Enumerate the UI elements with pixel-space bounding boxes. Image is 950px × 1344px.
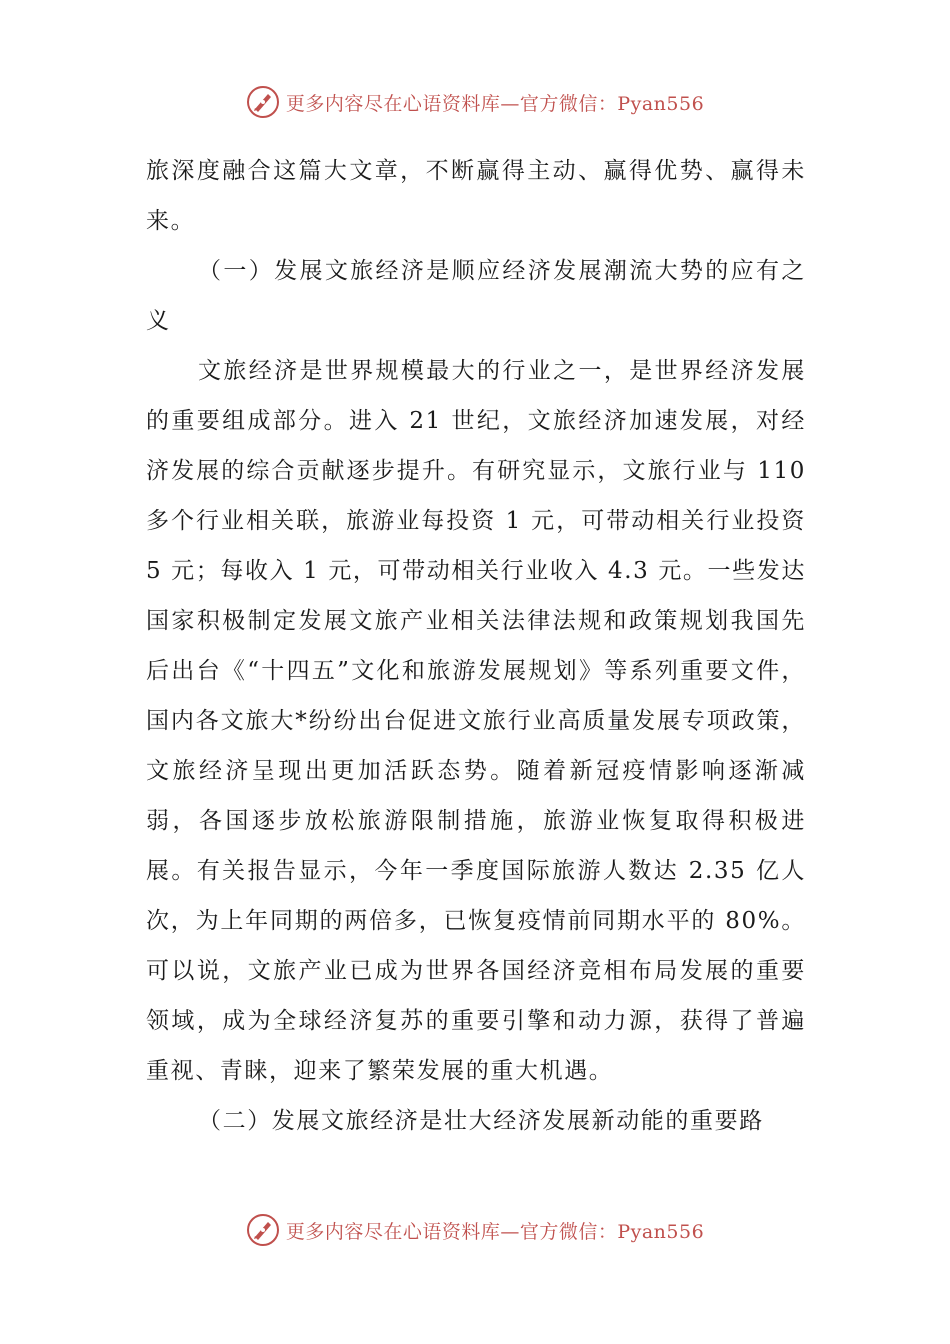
header-banner-text: 更多内容尽在心语资料库—官方微信：Pyan556: [285, 92, 705, 115]
footer-banner-text: 更多内容尽在心语资料库—官方微信：Pyan556: [285, 1220, 705, 1243]
section-heading-2: （二）发展文旅经济是壮大经济发展新动能的重要路: [198, 1108, 764, 1134]
pen-logo-icon: [246, 1213, 280, 1247]
section-heading-1: （一）发展文旅经济是顺应经济发展潮流大势的应有之义: [146, 258, 806, 334]
paragraph-continuation: 旅深度融合这篇大文章，不断赢得主动、赢得优势、赢得未来。: [146, 158, 806, 234]
footer-banner: [0, 1208, 950, 1252]
paragraph-main: 文旅经济是世界规模最大的行业之一，是世界经济发展的重要组成部分。进入 21 世纪，文旅经济加速发展，对经济发展的综合贡献逐步提升。有研究显示，文旅行业与 110 多个行业相关联，旅游业每投资 1 元，可带动相关行业投资 5 元；每收入 1 元，可带动相关行业收入 4.3 元。一些发达国家积极制定发展文旅产业相关法律法规和政策规划我国先后出台《“十四五”文化和旅游发展规划》等系列重要文件，国内各文旅大*纷纷出台促进文旅行业高质量发展专项政策，文旅经济呈现出更加活跃态势。随着新冠疫情影响逐渐减弱，各国逐步放松旅游限制措施，旅游业恢复取得积极进展。有关报告显示，今年一季度国际旅游人数达 2.35 亿人次，为上年同期的两倍多，已恢复疫情前同期水平的 80%。可以说，文旅产业已成为世界各国经济竞相布局发展的重要领域，成为全球经济复苏的重要引擎和动力源，获得了普遍重视、青睐，迎来了繁荣发展的重大机遇。: [146, 358, 806, 1084]
header-banner: [0, 80, 950, 124]
document-body: [146, 146, 806, 1146]
pen-logo-icon: [246, 85, 280, 119]
